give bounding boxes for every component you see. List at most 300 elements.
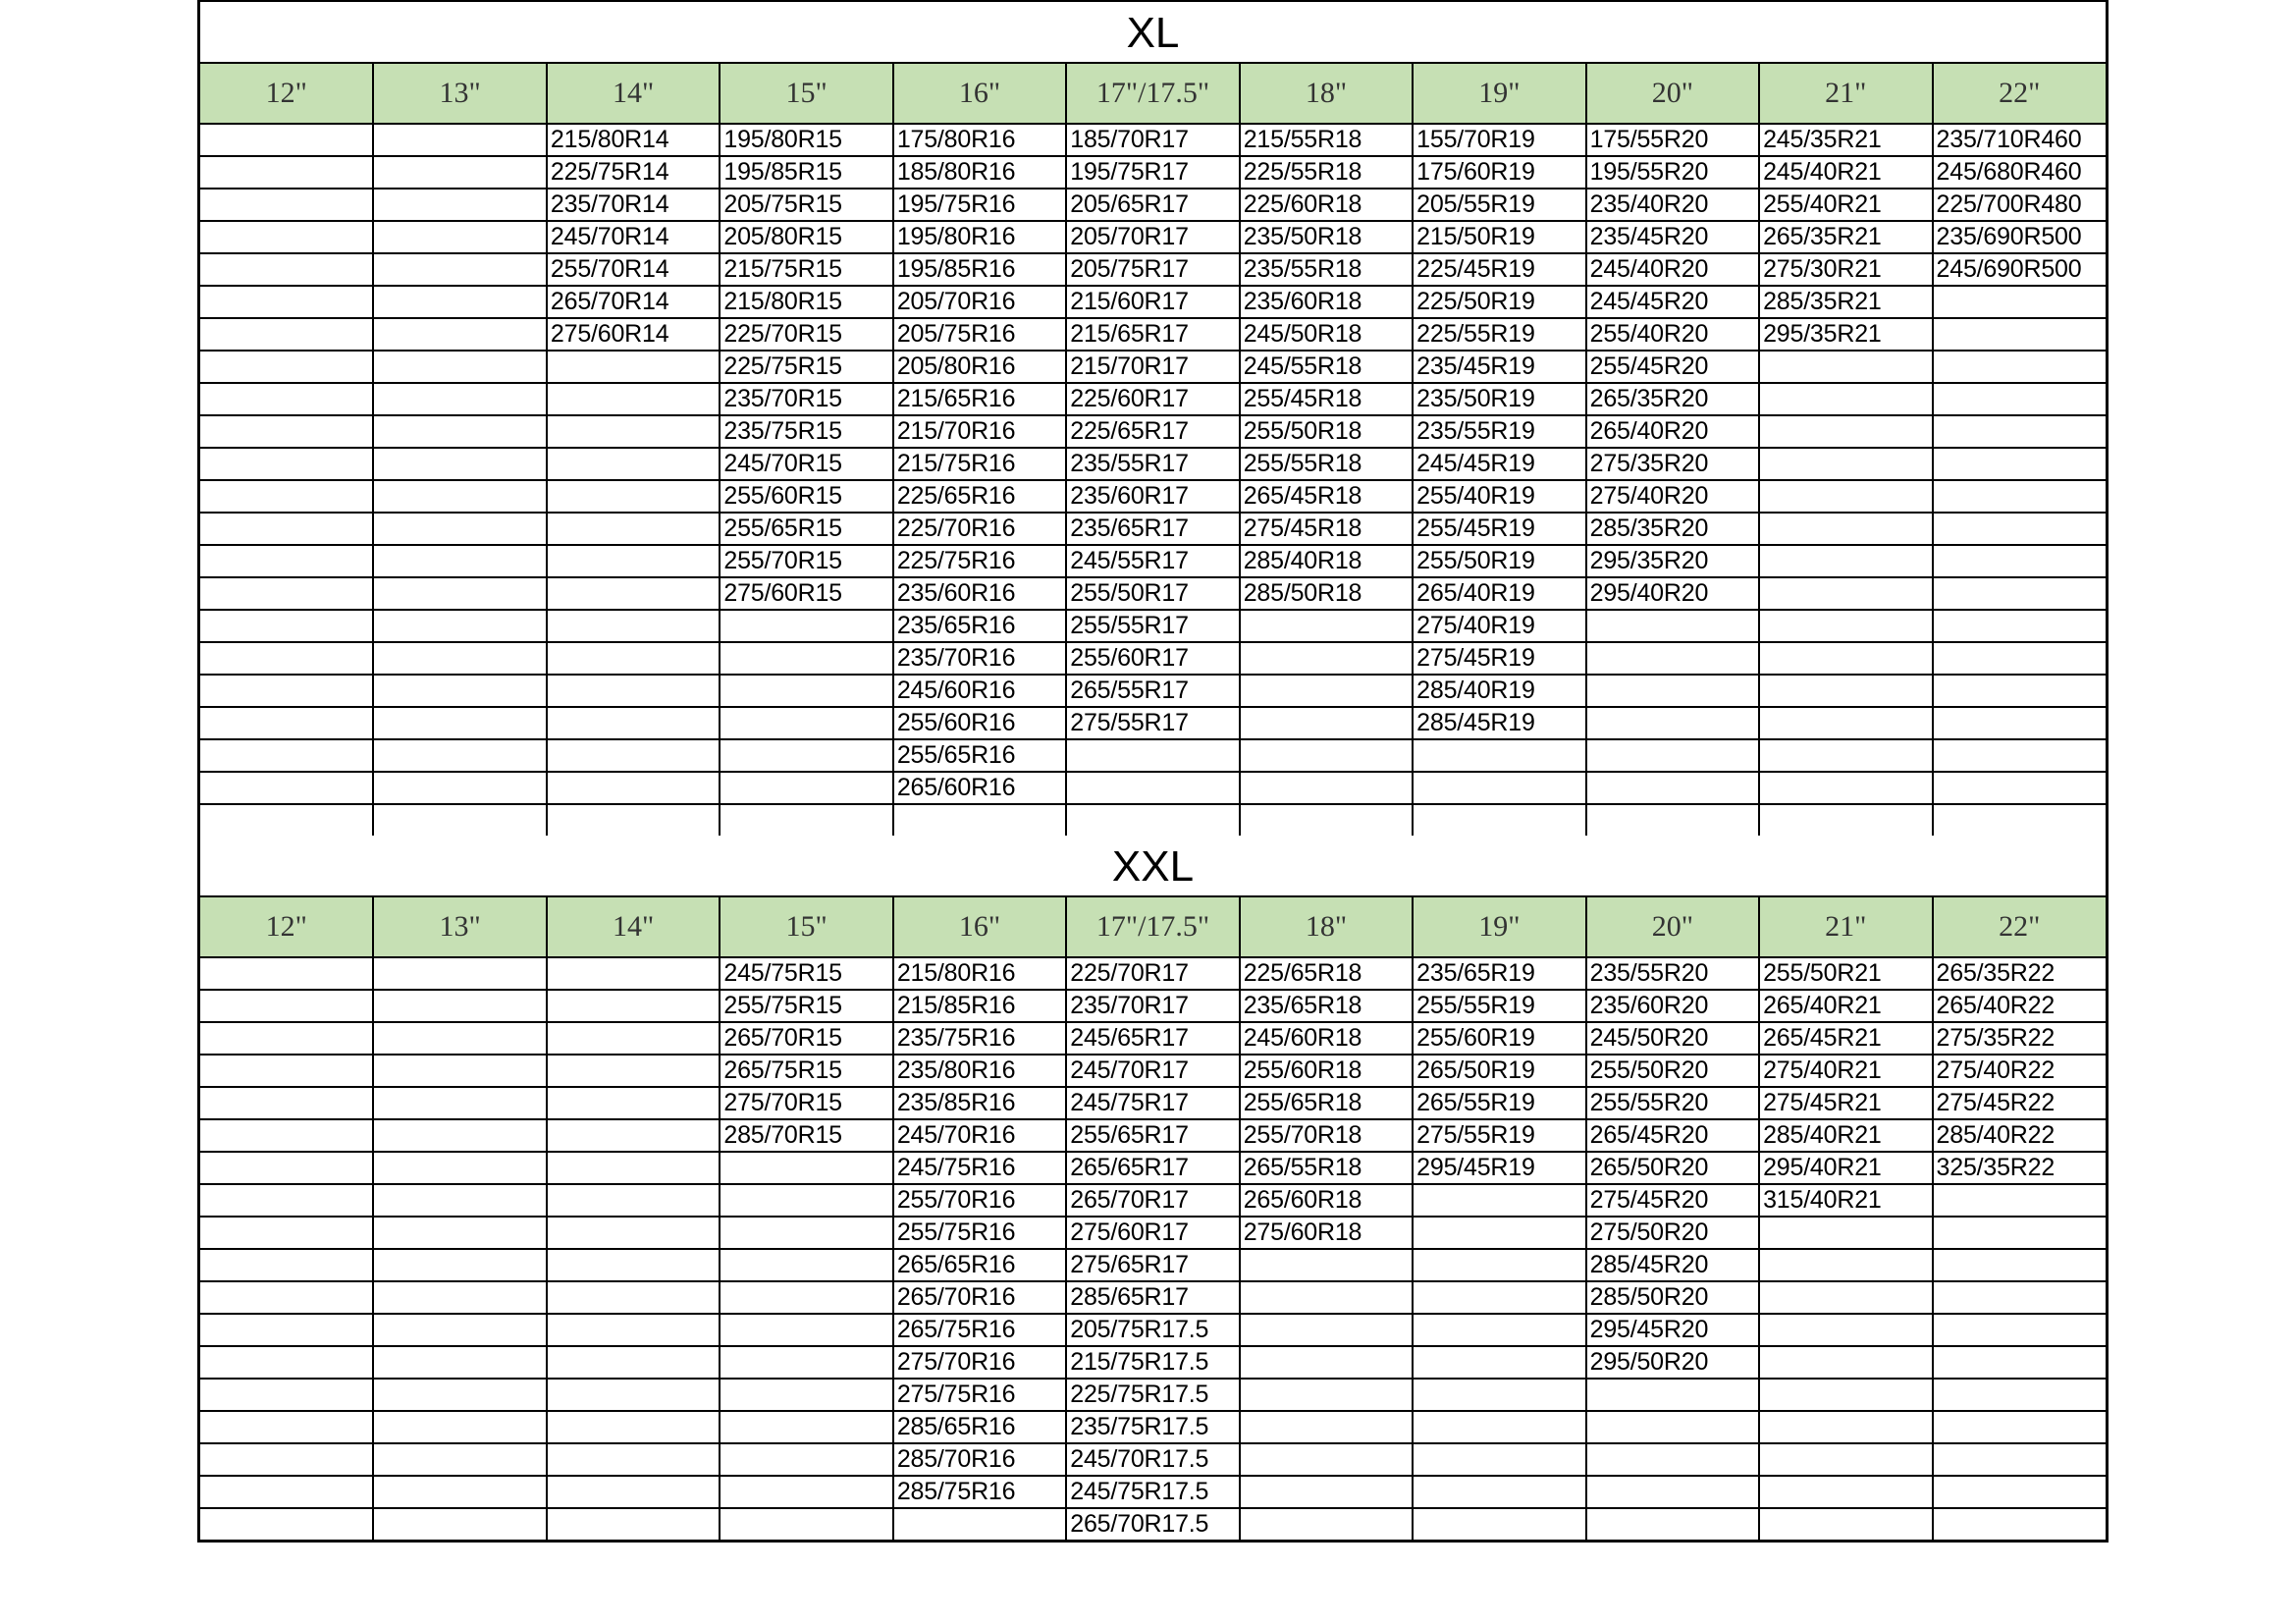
size-cell [1933, 1281, 2106, 1314]
size-cell [200, 1379, 373, 1411]
table-row [200, 1119, 2106, 1152]
size-cell: 245/40R20 [1586, 253, 1759, 286]
column-header: 22" [1933, 64, 2106, 124]
size-cell [1240, 1346, 1413, 1379]
size-cell: 235/45R19 [1413, 351, 1585, 383]
column-header: 20" [1586, 897, 1759, 957]
size-cell [547, 383, 720, 415]
size-cell: 255/65R15 [720, 513, 892, 545]
size-cell: 245/60R18 [1240, 1022, 1413, 1055]
size-cell [1933, 707, 2106, 739]
size-cell: 265/65R17 [1066, 1152, 1239, 1184]
size-cell [373, 1476, 546, 1508]
size-cell: 285/70R16 [893, 1443, 1066, 1476]
size-cell [547, 1476, 720, 1508]
size-cell: 245/55R18 [1240, 351, 1413, 383]
size-cell [547, 957, 720, 990]
size-cell [1586, 707, 1759, 739]
size-cell [1413, 1476, 1585, 1508]
size-cell [200, 610, 373, 642]
size-cell: 205/80R16 [893, 351, 1066, 383]
column-header: 16" [893, 897, 1066, 957]
size-cell: 225/75R15 [720, 351, 892, 383]
size-cell [1933, 1249, 2106, 1281]
size-cell: 265/50R19 [1413, 1055, 1585, 1087]
size-cell: 275/45R19 [1413, 642, 1585, 675]
size-cell: 225/45R19 [1413, 253, 1585, 286]
table-row [200, 1184, 2106, 1217]
size-cell [1933, 286, 2106, 318]
size-cell: 245/50R18 [1240, 318, 1413, 351]
table-row [200, 1379, 2106, 1411]
size-cell [373, 804, 546, 836]
size-cell: 275/50R20 [1586, 1217, 1759, 1249]
table-row [200, 707, 2106, 739]
size-cell: 245/40R21 [1759, 156, 1932, 189]
column-header: 18" [1240, 897, 1413, 957]
table-row [200, 1411, 2106, 1443]
size-cell [720, 675, 892, 707]
size-cell: 325/35R22 [1933, 1152, 2106, 1184]
size-cell [547, 577, 720, 610]
size-cell [200, 318, 373, 351]
size-cell: 265/35R22 [1933, 957, 2106, 990]
size-cell: 265/75R16 [893, 1314, 1066, 1346]
size-cell: 265/40R19 [1413, 577, 1585, 610]
size-cell: 175/55R20 [1586, 124, 1759, 156]
size-cell: 265/60R18 [1240, 1184, 1413, 1217]
size-cell: 215/65R17 [1066, 318, 1239, 351]
size-cell: 275/60R15 [720, 577, 892, 610]
size-cell: 205/80R15 [720, 221, 892, 253]
size-cell [1759, 415, 1932, 448]
table-row [200, 1314, 2106, 1346]
size-cell: 235/55R18 [1240, 253, 1413, 286]
size-cell: 275/45R22 [1933, 1087, 2106, 1119]
size-cell: 255/55R17 [1066, 610, 1239, 642]
size-cell [1413, 772, 1585, 804]
size-cell: 255/55R18 [1240, 448, 1413, 480]
size-cell [547, 990, 720, 1022]
size-cell [547, 1249, 720, 1281]
size-cell [547, 1184, 720, 1217]
size-cell: 275/45R20 [1586, 1184, 1759, 1217]
size-cell [200, 1152, 373, 1184]
size-cell: 235/710R460 [1933, 124, 2106, 156]
size-cell [1240, 1379, 1413, 1411]
size-cell [200, 642, 373, 675]
size-cell: 275/60R17 [1066, 1217, 1239, 1249]
size-cell: 275/40R19 [1413, 610, 1585, 642]
size-cell: 175/80R16 [893, 124, 1066, 156]
size-cell [1413, 1281, 1585, 1314]
size-cell [373, 957, 546, 990]
table-row [200, 189, 2106, 221]
size-cell [547, 1346, 720, 1379]
size-cell [200, 1055, 373, 1087]
size-cell [373, 1022, 546, 1055]
size-cell: 215/50R19 [1413, 221, 1585, 253]
size-cell [373, 1184, 546, 1217]
size-cell: 245/75R17 [1066, 1087, 1239, 1119]
table-row [200, 1508, 2106, 1540]
size-cell: 235/70R17 [1066, 990, 1239, 1022]
size-cell: 245/35R21 [1759, 124, 1932, 156]
size-cell [1933, 739, 2106, 772]
size-cell: 225/60R17 [1066, 383, 1239, 415]
size-cell [547, 1087, 720, 1119]
size-cell: 235/70R14 [547, 189, 720, 221]
size-cell: 235/65R16 [893, 610, 1066, 642]
size-cell: 225/55R19 [1413, 318, 1585, 351]
size-cell: 245/50R20 [1586, 1022, 1759, 1055]
size-cell [1586, 739, 1759, 772]
size-cell: 255/70R16 [893, 1184, 1066, 1217]
size-cell [547, 1217, 720, 1249]
size-cell: 275/60R18 [1240, 1217, 1413, 1249]
size-cell [1240, 804, 1413, 836]
size-cell [200, 480, 373, 513]
size-cell: 205/75R15 [720, 189, 892, 221]
table-row [200, 990, 2106, 1022]
size-cell [547, 772, 720, 804]
size-cell: 195/55R20 [1586, 156, 1759, 189]
size-cell [200, 707, 373, 739]
size-cell: 295/45R20 [1586, 1314, 1759, 1346]
size-cell: 255/50R17 [1066, 577, 1239, 610]
size-cell: 255/40R20 [1586, 318, 1759, 351]
size-cell: 235/60R18 [1240, 286, 1413, 318]
size-cell [200, 739, 373, 772]
table-row [200, 772, 2106, 804]
size-cell: 235/50R18 [1240, 221, 1413, 253]
table-row [200, 415, 2106, 448]
size-cell [1933, 1217, 2106, 1249]
size-cell [1759, 1508, 1932, 1540]
size-cell: 245/680R460 [1933, 156, 2106, 189]
size-cell [373, 1281, 546, 1314]
size-cell: 195/75R16 [893, 189, 1066, 221]
size-cell [1759, 1281, 1932, 1314]
size-cell [200, 221, 373, 253]
size-cell: 265/35R20 [1586, 383, 1759, 415]
size-cell: 245/75R17.5 [1066, 1476, 1239, 1508]
size-cell [200, 577, 373, 610]
size-cell: 265/65R16 [893, 1249, 1066, 1281]
size-cell [373, 990, 546, 1022]
size-cell: 265/70R14 [547, 286, 720, 318]
size-cell [893, 804, 1066, 836]
section-title-xl: XL [200, 2, 2106, 64]
size-cell: 275/40R20 [1586, 480, 1759, 513]
size-cell: 215/75R17.5 [1066, 1346, 1239, 1379]
size-cell: 225/60R18 [1240, 189, 1413, 221]
size-cell [373, 545, 546, 577]
size-cell: 215/80R16 [893, 957, 1066, 990]
size-cell: 245/70R17.5 [1066, 1443, 1239, 1476]
size-cell [373, 1443, 546, 1476]
table-row [200, 1055, 2106, 1087]
size-cell [373, 1152, 546, 1184]
size-cell [200, 957, 373, 990]
size-cell: 265/45R21 [1759, 1022, 1932, 1055]
size-cell [547, 480, 720, 513]
size-cell [1586, 1411, 1759, 1443]
size-cell [720, 1281, 892, 1314]
size-cell [373, 318, 546, 351]
size-cell [373, 642, 546, 675]
size-cell [200, 1184, 373, 1217]
size-cell [1413, 1249, 1585, 1281]
size-cell [547, 545, 720, 577]
size-cell: 265/75R15 [720, 1055, 892, 1087]
size-cell [1586, 1379, 1759, 1411]
size-cell [1586, 1508, 1759, 1540]
size-cell [1413, 1411, 1585, 1443]
size-cell [720, 1314, 892, 1346]
table-row [200, 448, 2106, 480]
size-cell: 255/65R18 [1240, 1087, 1413, 1119]
size-cell: 255/75R16 [893, 1217, 1066, 1249]
size-cell [373, 1087, 546, 1119]
column-header: 21" [1759, 64, 1932, 124]
size-cell [720, 1217, 892, 1249]
size-cell [1759, 1217, 1932, 1249]
size-cell: 225/50R19 [1413, 286, 1585, 318]
size-cell [547, 675, 720, 707]
size-cell: 205/55R19 [1413, 189, 1585, 221]
size-cell [373, 480, 546, 513]
size-cell [200, 351, 373, 383]
size-cell: 255/45R18 [1240, 383, 1413, 415]
tire-size-sheet [197, 0, 2109, 1543]
size-cell: 255/50R19 [1413, 545, 1585, 577]
size-cell: 265/70R16 [893, 1281, 1066, 1314]
size-cell: 205/75R17 [1066, 253, 1239, 286]
size-cell: 255/75R15 [720, 990, 892, 1022]
size-cell: 255/60R17 [1066, 642, 1239, 675]
size-cell [373, 189, 546, 221]
size-cell [547, 610, 720, 642]
size-cell [200, 1508, 373, 1540]
size-cell [720, 1152, 892, 1184]
size-cell: 255/60R16 [893, 707, 1066, 739]
size-cell [200, 156, 373, 189]
size-cell [547, 642, 720, 675]
size-cell [720, 707, 892, 739]
size-cell [200, 990, 373, 1022]
size-cell: 215/80R15 [720, 286, 892, 318]
size-cell: 265/45R20 [1586, 1119, 1759, 1152]
size-cell: 225/700R480 [1933, 189, 2106, 221]
table-row [200, 1152, 2106, 1184]
table-row [200, 1281, 2106, 1314]
size-cell [720, 1184, 892, 1217]
size-cell [547, 448, 720, 480]
size-cell [200, 1314, 373, 1346]
table-row [200, 480, 2106, 513]
table-row [200, 1249, 2106, 1281]
size-cell: 265/55R19 [1413, 1087, 1585, 1119]
size-cell [1413, 1346, 1585, 1379]
size-cell: 245/70R17 [1066, 1055, 1239, 1087]
size-cell [200, 1476, 373, 1508]
size-cell [1759, 513, 1932, 545]
column-header: 15" [720, 64, 892, 124]
table-row [200, 1022, 2106, 1055]
size-cell [1586, 772, 1759, 804]
size-cell: 175/60R19 [1413, 156, 1585, 189]
size-cell [547, 1281, 720, 1314]
size-cell: 275/40R22 [1933, 1055, 2106, 1087]
size-cell [720, 739, 892, 772]
size-cell [373, 1119, 546, 1152]
table-row [200, 318, 2106, 351]
size-cell [200, 1087, 373, 1119]
table-row [200, 957, 2106, 990]
size-cell: 235/70R15 [720, 383, 892, 415]
size-cell: 265/70R15 [720, 1022, 892, 1055]
size-cell [1759, 642, 1932, 675]
size-cell: 265/45R18 [1240, 480, 1413, 513]
column-header: 16" [893, 64, 1066, 124]
size-cell: 265/40R22 [1933, 990, 2106, 1022]
size-cell: 285/70R15 [720, 1119, 892, 1152]
table-row [200, 739, 2106, 772]
size-cell: 245/65R17 [1066, 1022, 1239, 1055]
sections-container [200, 2, 2106, 1540]
size-cell [200, 1411, 373, 1443]
size-cell [1933, 1508, 2106, 1540]
size-cell: 285/40R19 [1413, 675, 1585, 707]
size-cell: 235/50R19 [1413, 383, 1585, 415]
size-table-xxl [200, 897, 2106, 1540]
size-cell [1240, 1314, 1413, 1346]
size-cell: 215/75R16 [893, 448, 1066, 480]
section-title-xxl: XXL [200, 836, 2106, 897]
size-cell [1240, 739, 1413, 772]
size-cell: 215/70R17 [1066, 351, 1239, 383]
size-cell: 215/65R16 [893, 383, 1066, 415]
size-cell [373, 772, 546, 804]
size-cell [200, 804, 373, 836]
size-cell [1240, 1443, 1413, 1476]
size-cell: 205/75R16 [893, 318, 1066, 351]
size-cell [547, 1379, 720, 1411]
size-cell: 225/65R16 [893, 480, 1066, 513]
size-cell: 285/65R16 [893, 1411, 1066, 1443]
size-cell [1933, 1411, 2106, 1443]
size-cell [1413, 1379, 1585, 1411]
column-header: 20" [1586, 64, 1759, 124]
size-cell [1066, 804, 1239, 836]
size-cell: 295/40R20 [1586, 577, 1759, 610]
size-cell: 255/50R21 [1759, 957, 1932, 990]
size-cell: 275/45R18 [1240, 513, 1413, 545]
size-cell: 275/65R17 [1066, 1249, 1239, 1281]
size-cell [1240, 772, 1413, 804]
size-cell: 265/35R21 [1759, 221, 1932, 253]
size-cell [1933, 513, 2106, 545]
size-cell [1759, 351, 1932, 383]
size-cell: 295/45R19 [1413, 1152, 1585, 1184]
table-row [200, 221, 2106, 253]
size-cell [547, 1022, 720, 1055]
size-cell: 215/80R14 [547, 124, 720, 156]
size-cell: 265/50R20 [1586, 1152, 1759, 1184]
size-cell [373, 1508, 546, 1540]
size-cell: 285/65R17 [1066, 1281, 1239, 1314]
size-cell [1759, 1346, 1932, 1379]
size-cell [547, 739, 720, 772]
size-cell [1240, 707, 1413, 739]
table-row [200, 1346, 2106, 1379]
size-cell [1933, 1184, 2106, 1217]
table-row [200, 577, 2106, 610]
size-cell: 285/35R20 [1586, 513, 1759, 545]
size-cell [200, 124, 373, 156]
size-cell: 255/40R19 [1413, 480, 1585, 513]
size-cell [1759, 610, 1932, 642]
size-cell: 255/60R19 [1413, 1022, 1585, 1055]
size-cell [1933, 772, 2106, 804]
size-cell [1933, 448, 2106, 480]
size-cell [373, 1217, 546, 1249]
size-cell: 255/70R18 [1240, 1119, 1413, 1152]
size-cell [720, 1508, 892, 1540]
size-cell [200, 1281, 373, 1314]
size-cell: 265/60R16 [893, 772, 1066, 804]
size-cell: 255/55R19 [1413, 990, 1585, 1022]
size-cell: 275/30R21 [1759, 253, 1932, 286]
size-cell [1586, 610, 1759, 642]
size-cell [373, 1411, 546, 1443]
size-cell [547, 1055, 720, 1087]
size-cell [200, 1022, 373, 1055]
size-cell: 275/70R15 [720, 1087, 892, 1119]
size-cell: 195/85R15 [720, 156, 892, 189]
size-cell: 255/45R20 [1586, 351, 1759, 383]
size-cell [547, 1119, 720, 1152]
column-header: 13" [373, 897, 546, 957]
size-cell: 255/45R19 [1413, 513, 1585, 545]
size-cell: 275/45R21 [1759, 1087, 1932, 1119]
size-cell: 205/70R17 [1066, 221, 1239, 253]
size-cell: 275/40R21 [1759, 1055, 1932, 1087]
size-cell [1759, 577, 1932, 610]
size-cell [547, 1411, 720, 1443]
size-cell: 235/65R17 [1066, 513, 1239, 545]
size-cell [1240, 675, 1413, 707]
size-cell [1759, 739, 1932, 772]
size-cell [1413, 1184, 1585, 1217]
size-cell: 285/40R22 [1933, 1119, 2106, 1152]
size-cell [1413, 804, 1585, 836]
size-cell [373, 513, 546, 545]
size-cell [1586, 804, 1759, 836]
size-cell [1759, 1443, 1932, 1476]
column-header: 13" [373, 64, 546, 124]
table-row [200, 513, 2106, 545]
size-cell [1586, 1476, 1759, 1508]
column-header: 18" [1240, 64, 1413, 124]
size-cell [720, 1249, 892, 1281]
size-cell: 245/75R16 [893, 1152, 1066, 1184]
size-cell: 255/50R20 [1586, 1055, 1759, 1087]
size-cell [1586, 675, 1759, 707]
table-row [200, 1217, 2106, 1249]
size-cell [1759, 448, 1932, 480]
